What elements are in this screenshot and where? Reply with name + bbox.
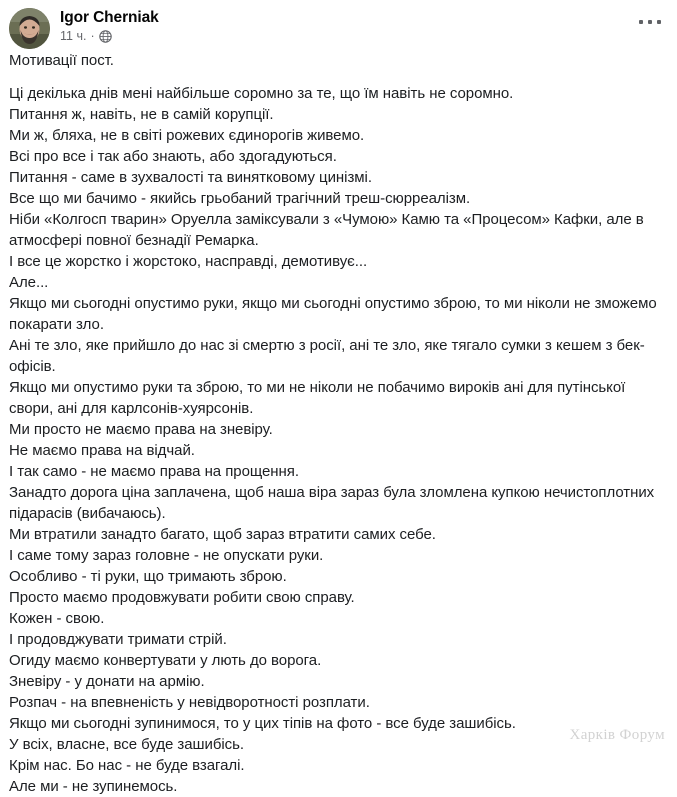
author-name[interactable]: Igor Cherniak [60,9,159,26]
globe-public-icon[interactable] [99,30,112,43]
post-paragraph: І все це жорстко і жорстоко, насправді, демотивує... [9,253,368,270]
more-options-ellipsis-icon[interactable] [639,14,661,30]
post-paragraph: І продовджувати тримати стрій. [9,631,227,648]
post-paragraph: Якщо ми сьогодні зупинимося, то у цих тіпів на фото - все буде зашибісь. [9,715,516,732]
avatar[interactable] [9,8,50,49]
post-timestamp[interactable]: 11 ч. [60,29,87,43]
post-paragraph: Всі про все і так або знають, або здогадуються. [9,148,337,165]
post-paragraph: Ніби «Колгосп тварин» Оруелла заміксували з «Чумою» Камю та «Процесом» Кафки, але в атмосфері повної безнадії Ремарка. [9,211,644,249]
post-paragraph: Ми просто не маємо права на зневіру. [9,421,273,438]
ellipsis-dot-3 [657,20,661,24]
post-paragraph: І так само - не маємо права на прощення. [9,463,299,480]
post-paragraph: Питання ж, навіть, не в самій корупції. [9,106,274,123]
ellipsis-dot-2 [648,20,652,24]
post-paragraph-list [9,83,668,797]
post-paragraph: Занадто дорога ціна заплачена, щоб наша віра зараз була зломлена купкою нечистоплотних підарасів (вибачаюсь). [9,484,655,522]
post-intro-line: Мотивації пост. [9,52,114,69]
post-paragraph: Огиду маємо конвертувати у лють до ворога. [9,652,322,669]
post-paragraph: Питання - саме в зухвалості та винятковому цинізмі. [9,169,372,186]
ellipsis-dot-1 [639,20,643,24]
post-paragraph: Якщо ми опустимо руки та зброю, то ми не ніколи не побачимо вироків ані для путінської свори, ані для карлсонів-хуярсонів. [9,379,626,417]
post-paragraph: Не маємо права на відчай. [9,442,195,459]
post-paragraph: І саме тому зараз головне - не опускати руки. [9,547,324,564]
post-paragraph: Ці декілька днів мені найбільше соромно за те, що їм навіть не соромно. [9,85,514,102]
author-block [60,7,159,44]
post-paragraph: Але ми - не зупинемось. [9,778,178,795]
post-paragraph: Все що ми бачимо - якийсь грьобаний трагічний треш-сюрреалізм. [9,190,471,207]
post-meta [60,29,159,44]
watermark: Харків Форум [569,727,665,743]
post-paragraph: Особливо - ті руки, що тримають зброю. [9,568,287,585]
post-body [0,50,677,797]
post-paragraph: Якщо ми сьогодні опустимо руки, якщо ми сьогодні опустимо зброю, то ми ніколи не зможемо покарати зло. [9,295,657,333]
post-paragraph: Крім нас. Бо нас - не буде взагалі. [9,757,245,774]
post-paragraph: Просто маємо продовжувати робити свою справу. [9,589,355,606]
post-paragraph: Кожен - свою. [9,610,105,627]
post-paragraph: У всіх, власне, все буде зашибісь. [9,736,245,753]
post-paragraph: Розпач - на впевненість у невідворотності розплати. [9,694,370,711]
post-paragraph: Ми ж, бляха, не в світі рожевих єдинорогів живемо. [9,127,365,144]
post-paragraph: Ані те зло, яке прийшло до нас зі смертю з росії, ані те зло, яке тягало сумки з кешем з бек-офісів. [9,337,645,375]
post-header [0,0,677,50]
post-paragraph: Ми втратили занадто багато, щоб зараз втратити самих себе. [9,526,436,543]
post-paragraph: Зневіру - у донати на армію. [9,673,205,690]
meta-separator: · [90,29,95,43]
post-paragraph: Але... [9,274,49,291]
